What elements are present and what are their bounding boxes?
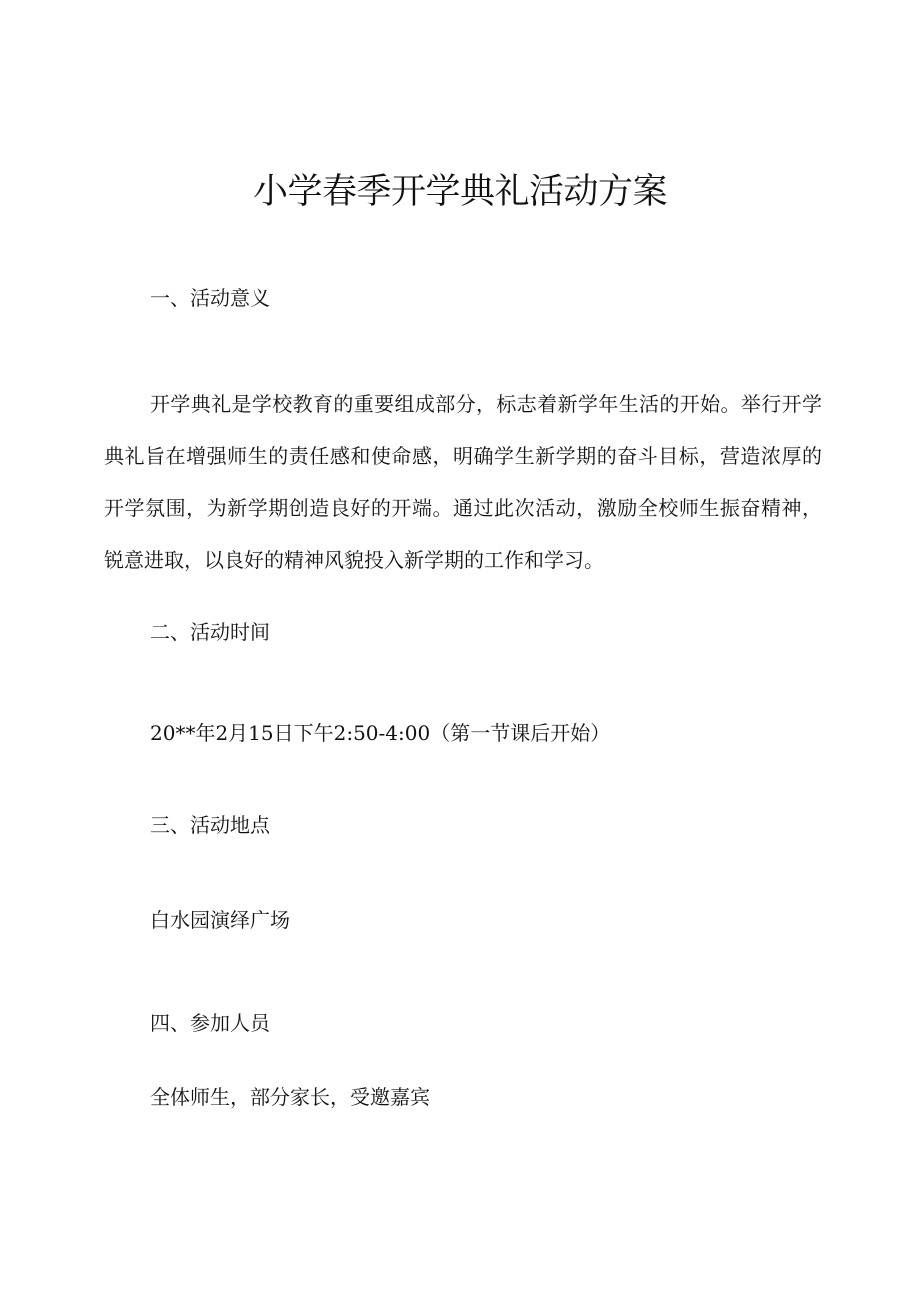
section-body-location: 白水园演绎广场 xyxy=(150,908,290,932)
section-body-participants: 全体师生，部分家长，受邀嘉宾 xyxy=(150,1085,430,1109)
section-heading-time: 二、活动时间 xyxy=(150,620,270,644)
section-body-time: 20**年2月15日下午2:50-4:00（第一节课后开始） xyxy=(150,721,611,745)
section-heading-location: 三、活动地点 xyxy=(150,813,270,837)
document-title: 小学春季开学典礼活动方案 xyxy=(252,172,667,212)
section-body-significance: 开学典礼是学校教育的重要组成部分，标志着新学年生活的开始。举行开学典礼旨在增强师生的责任感和使命感，明确学生新学期的奋斗目标，营造浓厚的开学氛围，为新学期创造良好的开端。通过此次活动，激励全校师生振奋精神，锐意进取，以良好的精神风貌投入新学期的工作和学习。 xyxy=(104,392,822,572)
section-heading-significance: 一、活动意义 xyxy=(150,286,270,310)
section-heading-participants: 四、参加人员 xyxy=(150,1011,270,1035)
